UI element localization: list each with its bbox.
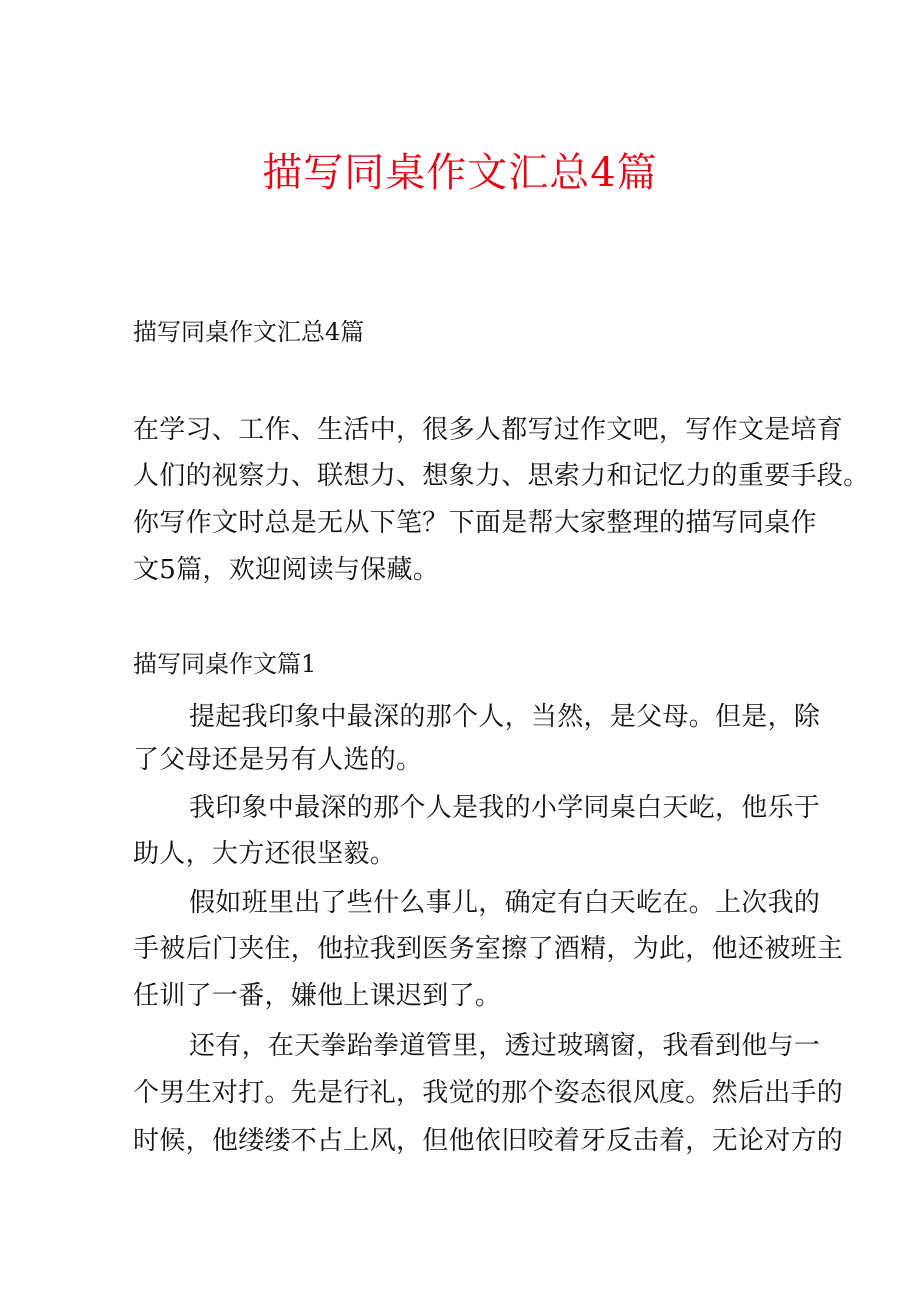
document-subtitle: 描写同桌作文汇总4篇 (133, 318, 365, 346)
intro-line-2: 人们的视察力、联想力、想象力、思索力和记忆力的重要手段。 (133, 461, 870, 491)
body-line-5: 假如班里出了些什么事儿，确定有白天屹在。上次我的 (189, 888, 821, 918)
body-line-10: 时候，他缕缕不占上风，但他依旧咬着牙反击着，无论对方的 (133, 1126, 844, 1156)
section-heading: 描写同桌作文篇1 (133, 650, 317, 678)
intro-line-4: 文5篇，欢迎阅读与保藏。 (133, 555, 440, 585)
body-line-3: 我印象中最深的那个人是我的小学同桌白天屹，他乐于 (189, 793, 821, 823)
body-line-9: 个男生对打。先是行礼，我觉的那个姿态很风度。然后出手的 (133, 1078, 844, 1108)
document-title: 描写同桌作文汇总4篇 (262, 150, 658, 196)
body-line-8: 还有，在天拳跆拳道管里，透过玻璃窗，我看到他与一 (189, 1031, 821, 1061)
intro-line-1: 在学习、工作、生活中，很多人都写过作文吧，写作文是培育 (133, 415, 844, 445)
body-line-6: 手被后门夹住，他拉我到医务室擦了酒精，为此，他还被班主 (133, 934, 844, 964)
body-line-7: 任训了一番，嫌他上课迟到了。 (133, 981, 502, 1011)
body-line-2: 了父母还是另有人选的。 (133, 745, 423, 775)
body-line-4: 助人，大方还很坚毅。 (133, 839, 397, 869)
intro-line-3: 你写作文时总是无从下笔？下面是帮大家整理的描写同桌作 (133, 508, 817, 538)
body-line-1: 提起我印象中最深的那个人，当然，是父母。但是，除 (189, 702, 821, 732)
